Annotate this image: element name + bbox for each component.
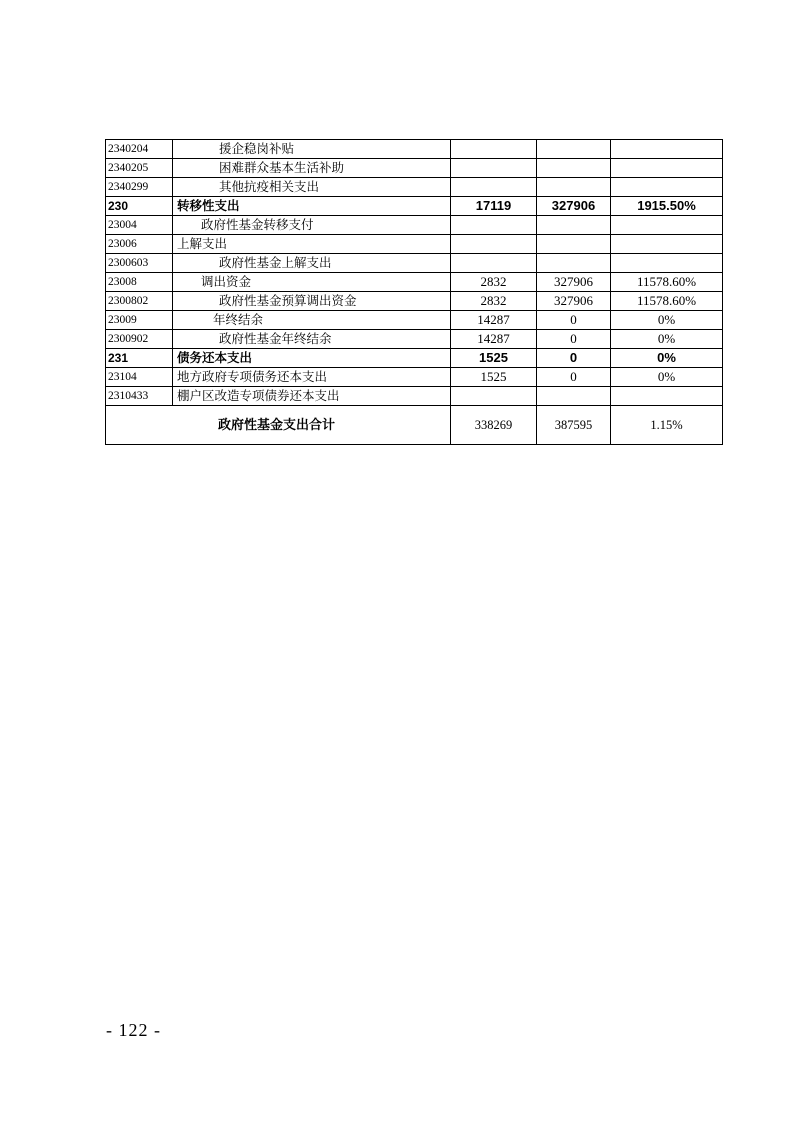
row-code: 2300802 [106, 292, 173, 311]
row-code: 23009 [106, 311, 173, 330]
row-value-3: 11578.60% [611, 273, 723, 292]
row-code: 2340299 [106, 178, 173, 197]
row-code: 231 [106, 349, 173, 368]
table-row [106, 273, 723, 292]
row-value-1: 2832 [451, 273, 537, 292]
table-row [106, 292, 723, 311]
row-value-2: 0 [537, 368, 611, 387]
row-name: 困难群众基本生活补助 [173, 159, 451, 178]
total-label: 政府性基金支出合计 [106, 406, 451, 445]
row-code: 2310433 [106, 387, 173, 406]
row-value-1: 17119 [451, 197, 537, 216]
row-name: 调出资金 [173, 273, 451, 292]
row-value-3: 0% [611, 311, 723, 330]
row-value-2: 327906 [537, 197, 611, 216]
table-row [106, 216, 723, 235]
row-value-1: 14287 [451, 311, 537, 330]
row-value-2 [537, 254, 611, 273]
row-value-2: 0 [537, 330, 611, 349]
total-value-2: 387595 [537, 406, 611, 445]
row-value-1: 14287 [451, 330, 537, 349]
row-value-1 [451, 387, 537, 406]
row-value-3 [611, 254, 723, 273]
row-value-2 [537, 159, 611, 178]
row-value-1: 1525 [451, 368, 537, 387]
table-row [106, 197, 723, 216]
row-name: 援企稳岗补贴 [173, 140, 451, 159]
row-value-3 [611, 235, 723, 254]
table-row [106, 349, 723, 368]
row-name: 债务还本支出 [173, 349, 451, 368]
row-value-3 [611, 216, 723, 235]
row-name: 其他抗疫相关支出 [173, 178, 451, 197]
row-value-1 [451, 216, 537, 235]
row-value-3: 0% [611, 349, 723, 368]
table-row [106, 178, 723, 197]
row-value-2: 327906 [537, 273, 611, 292]
row-code: 2340205 [106, 159, 173, 178]
table-row [106, 235, 723, 254]
row-value-2: 327906 [537, 292, 611, 311]
row-name: 地方政府专项债务还本支出 [173, 368, 451, 387]
row-value-1 [451, 178, 537, 197]
table-row [106, 330, 723, 349]
row-code: 2300902 [106, 330, 173, 349]
row-name: 年终结余 [173, 311, 451, 330]
row-name: 政府性基金上解支出 [173, 254, 451, 273]
page-number: - 122 - [106, 1020, 161, 1040]
row-name: 政府性基金预算调出资金 [173, 292, 451, 311]
table-row [106, 311, 723, 330]
row-code: 2340204 [106, 140, 173, 159]
row-code: 2300603 [106, 254, 173, 273]
row-value-2: 0 [537, 349, 611, 368]
row-value-2 [537, 140, 611, 159]
row-code: 23104 [106, 368, 173, 387]
row-value-1 [451, 235, 537, 254]
row-value-2 [537, 178, 611, 197]
row-value-3 [611, 387, 723, 406]
table-row [106, 254, 723, 273]
row-value-1 [451, 159, 537, 178]
row-code: 23006 [106, 235, 173, 254]
row-value-2: 0 [537, 311, 611, 330]
row-value-1 [451, 140, 537, 159]
row-value-3 [611, 178, 723, 197]
row-value-3 [611, 159, 723, 178]
row-value-3 [611, 140, 723, 159]
row-value-2 [537, 235, 611, 254]
row-value-3: 0% [611, 330, 723, 349]
row-name: 转移性支出 [173, 197, 451, 216]
total-value-3: 1.15% [611, 406, 723, 445]
row-value-3: 1915.50% [611, 197, 723, 216]
row-name: 上解支出 [173, 235, 451, 254]
row-value-3: 11578.60% [611, 292, 723, 311]
row-value-1 [451, 254, 537, 273]
table-row [106, 159, 723, 178]
table-row [106, 387, 723, 406]
row-code: 230 [106, 197, 173, 216]
row-code: 23008 [106, 273, 173, 292]
row-name: 政府性基金转移支付 [173, 216, 451, 235]
table-row [106, 368, 723, 387]
row-value-2 [537, 216, 611, 235]
table-body [106, 140, 723, 445]
row-value-1: 2832 [451, 292, 537, 311]
row-value-3: 0% [611, 368, 723, 387]
row-value-2 [537, 387, 611, 406]
total-row [106, 406, 723, 445]
total-value-1: 338269 [451, 406, 537, 445]
row-value-1: 1525 [451, 349, 537, 368]
row-name: 政府性基金年终结余 [173, 330, 451, 349]
table-row [106, 140, 723, 159]
row-code: 23004 [106, 216, 173, 235]
budget-table [105, 139, 723, 445]
row-name: 棚户区改造专项债券还本支出 [173, 387, 451, 406]
